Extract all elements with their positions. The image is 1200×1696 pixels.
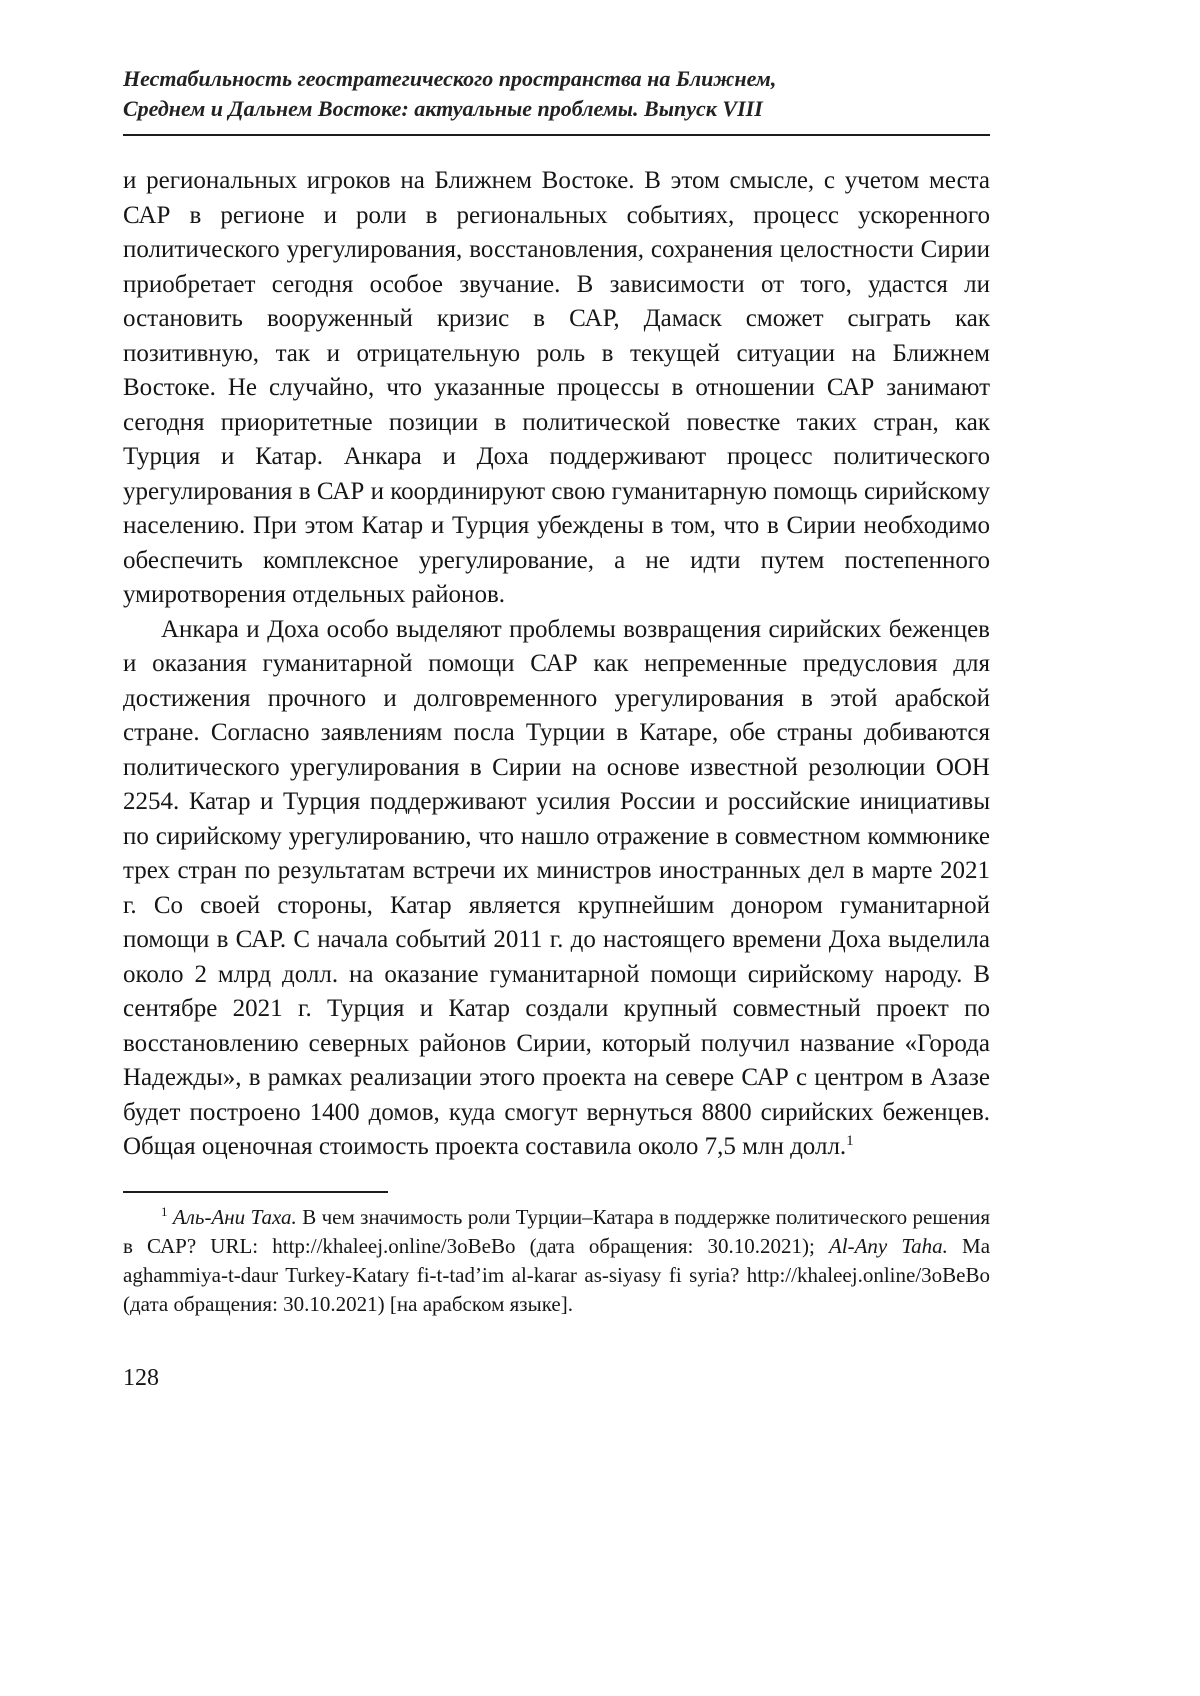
body-paragraph-1: и региональных игроков на Ближнем Востоке. В этом смысле, с учетом места САР в регионе и роли в региональных событиях, процесс ускоренного политического урегулирования, восстановления, сохранения целостности Сирии приобретает сегодня особое звучание. В зависимости от того, удастся ли остановить вооруженный кризис в САР, Дамаск сможет сыграть как позитивную, так и отрицательную роль в текущей ситуации на Ближнем Востоке. Не случайно, что указанные процессы в отношении САР занимают сегодня приоритетные позиции в политической повестке таких стран, как Турция и Катар. Анкара и Доха поддерживают процесс политического урегулирования в САР и координируют свою гуманитарную помощь сирийскому населению. При этом Катар и Турция убеждены в том, что в Сирии необходимо обеспечить комплексное урегулирование, а не идти путем постепенного умиротворения отдельных районов. bbox=[123, 167, 990, 608]
body-paragraph-2-text: Анкара и Доха особо выделяют проблемы возвращения сирийских беженцев и оказания гуманитарной помощи САР как непременные предусловия для достижения прочного и долговременного урегулирования в этой арабской стране. Согласно заявлениям посла Турции в Катаре, обе страны добиваются политического урегулирования в Сирии на основе известной резолюции ООН 2254. Катар и Турция поддерживают усилия России и российские инициативы по сирийскому урегулированию, что нашло отражение в совместном коммюнике трех стран по результатам встречи их министров иностранных дел в марте 2021 г. Со своей стороны, Катар является крупнейшим донором гуманитарной помощи в САР. С начала событий 2011 г. до настоящего времени Доха выделила около 2 млрд долл. на оказание гуманитарной помощи сирийскому народу. В сентябре 2021 г. Турция и Катар создали крупный совместный проект по восстановлению северных районов Сирии, который получил название «Города Надежды», в рамках реализации этого проекта на севере САР с центром в Азазе будет построено 1400 домов, куда смогут вернуться 8800 сирийских беженцев. Общая оценочная стоимость проекта составила около 7,5 млн долл. bbox=[123, 615, 990, 1160]
running-header bbox=[123, 64, 990, 136]
footnote-text-1: В чем значимость роли Турции–Катара в поддержке политического решения в САР? URL: http://khaleej.online/3oBeBo (дата обращения: 30.10.2021); bbox=[123, 1204, 991, 1258]
page-body bbox=[123, 164, 990, 1165]
footnote-separator bbox=[123, 1191, 388, 1193]
header-rule bbox=[123, 134, 990, 136]
running-header-line-2: Среднем и Дальнем Востоке: актуальные проблемы. Выпуск VIII bbox=[123, 96, 763, 121]
running-header-line-1: Нестабильность геостратегического пространства на Ближнем, bbox=[123, 66, 777, 91]
footnote-text-2: Ma aghammiya-t-daur Turkey-Katary fi-t-tad’im al-karar as-siyasy fi syria? http://khaleej.online/3oBeBo (дата обращения: 30.10.2021) [на арабском языке]. bbox=[123, 1233, 991, 1316]
body-paragraph-2 bbox=[123, 613, 990, 1165]
footnote-marker: 1 bbox=[161, 1203, 168, 1219]
footnote-section bbox=[123, 1191, 990, 1392]
footnote-reference: 1 bbox=[846, 1133, 854, 1149]
footnote-author-1: Аль-Ани Таха. bbox=[172, 1204, 297, 1229]
footnote-1 bbox=[123, 1203, 990, 1319]
page-number: 128 bbox=[123, 1364, 159, 1391]
footnote-author-2: Al-Any Taha. bbox=[828, 1233, 948, 1258]
